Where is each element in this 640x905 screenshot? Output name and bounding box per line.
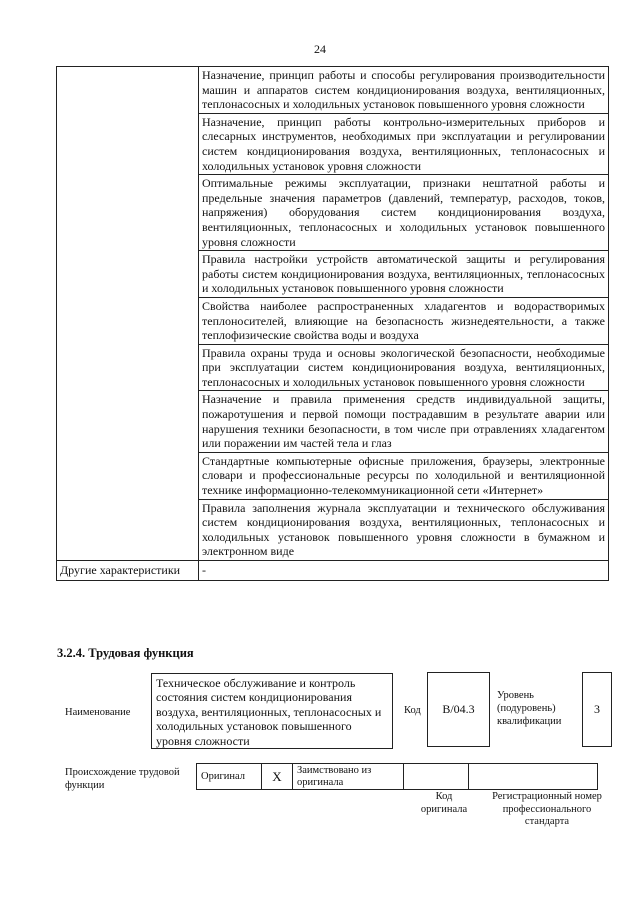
function-name-label: Наименование <box>65 707 131 718</box>
section-heading: 3.2.4. Трудовая функция <box>57 646 194 660</box>
knowledge-item: Оптимальные режимы эксплуатации, признаки нештатной работы и предельные значения параметров (давлений, температур, расходов, токов, напряжения) оборудования систем кондиционирования воздуха, вентиляционных, теплонасосных и холодильных установок повышенного уровня сложности <box>199 175 609 251</box>
other-characteristics-row <box>57 561 609 581</box>
knowledge-item: Свойства наиболее распространенных хладагентов и водорастворимых теплоносителей, влияющие на безопасность жизнедеятельности, а также теплофизические свойства воды и воздуха <box>199 297 609 344</box>
other-characteristics-value: - <box>199 561 609 581</box>
knowledge-row <box>57 67 609 114</box>
origin-row <box>197 764 598 790</box>
required-knowledge-table <box>56 66 609 581</box>
function-code-value: B/04.3 <box>427 672 490 747</box>
knowledge-item: Правила настройки устройств автоматической защиты и регулирования работы систем кондиционирования воздуха, вентиляционных, теплонасосных и холодильных установок повышенного уровня сложности <box>199 251 609 298</box>
qualification-level-value: 3 <box>582 672 612 747</box>
knowledge-item: Назначение, принцип работы контрольно-измерительных приборов и слесарных инструментов, необходимых при эксплуатации и регулировании систем кондиционирования воздуха, вентиляционных, теплонасосных и холодильных установок уровня сложности <box>199 113 609 174</box>
function-name-value: Техническое обслуживание и контроль состояния систем кондиционирования воздуха, вентиляционных, теплонасосных и холодильных установок повышенного уровня сложности <box>151 673 393 749</box>
original-label: Оригинал <box>197 764 262 790</box>
registration-number-cell <box>469 764 598 790</box>
knowledge-item: Правила охраны труда и основы экологической безопасности, необходимые при эксплуатации систем кондиционирования воздуха, вентиляционных, теплонасосных и холодильных установок повышенного уровня сложности <box>199 344 609 391</box>
origin-label: Происхождение трудовой функции <box>65 767 180 791</box>
qualification-level-label: Уровень (подуровень) квалификации <box>497 690 562 727</box>
page-number: 24 <box>314 42 326 56</box>
knowledge-item: Назначение, принцип работы и способы регулирования производительности машин и аппаратов систем кондиционирования воздуха, вентиляционных, теплонасосных и холодильных установок повышенного уровня сложности <box>199 67 609 114</box>
registration-number-caption: Регистрационный номер профессионального стандарта <box>492 791 602 827</box>
origin-table <box>196 763 598 790</box>
row-header-empty <box>57 67 199 561</box>
knowledge-item: Назначение и правила применения средств индивидуальной защиты, пожаротушения и первой помощи пострадавшим в результате аварии или нарушения техники безопасности, в том числе при отравлениях хладагентом или поражении им частей тела и глаз <box>199 391 609 452</box>
function-code-label: Код <box>404 705 421 716</box>
original-code-cell <box>404 764 469 790</box>
original-mark: X <box>262 764 293 790</box>
knowledge-item: Стандартные компьютерные офисные приложения, браузеры, электронные словари и профессиональные ресурсы по холодильной и вентиляционной технике информационно-телекоммуникационной сети «Интернет» <box>199 452 609 499</box>
other-characteristics-label: Другие характеристики <box>57 561 199 581</box>
knowledge-item: Правила заполнения журнала эксплуатации и технического обслуживания систем кондиционирования воздуха, вентиляционных, теплонасосных и холодильных установок повышенного уровня сложности в бумажном и электронном виде <box>199 499 609 560</box>
original-code-caption: Код оригинала <box>420 791 468 815</box>
knowledge-table-body <box>57 67 609 581</box>
borrowed-label: Заимствовано из оригинала <box>293 764 404 790</box>
